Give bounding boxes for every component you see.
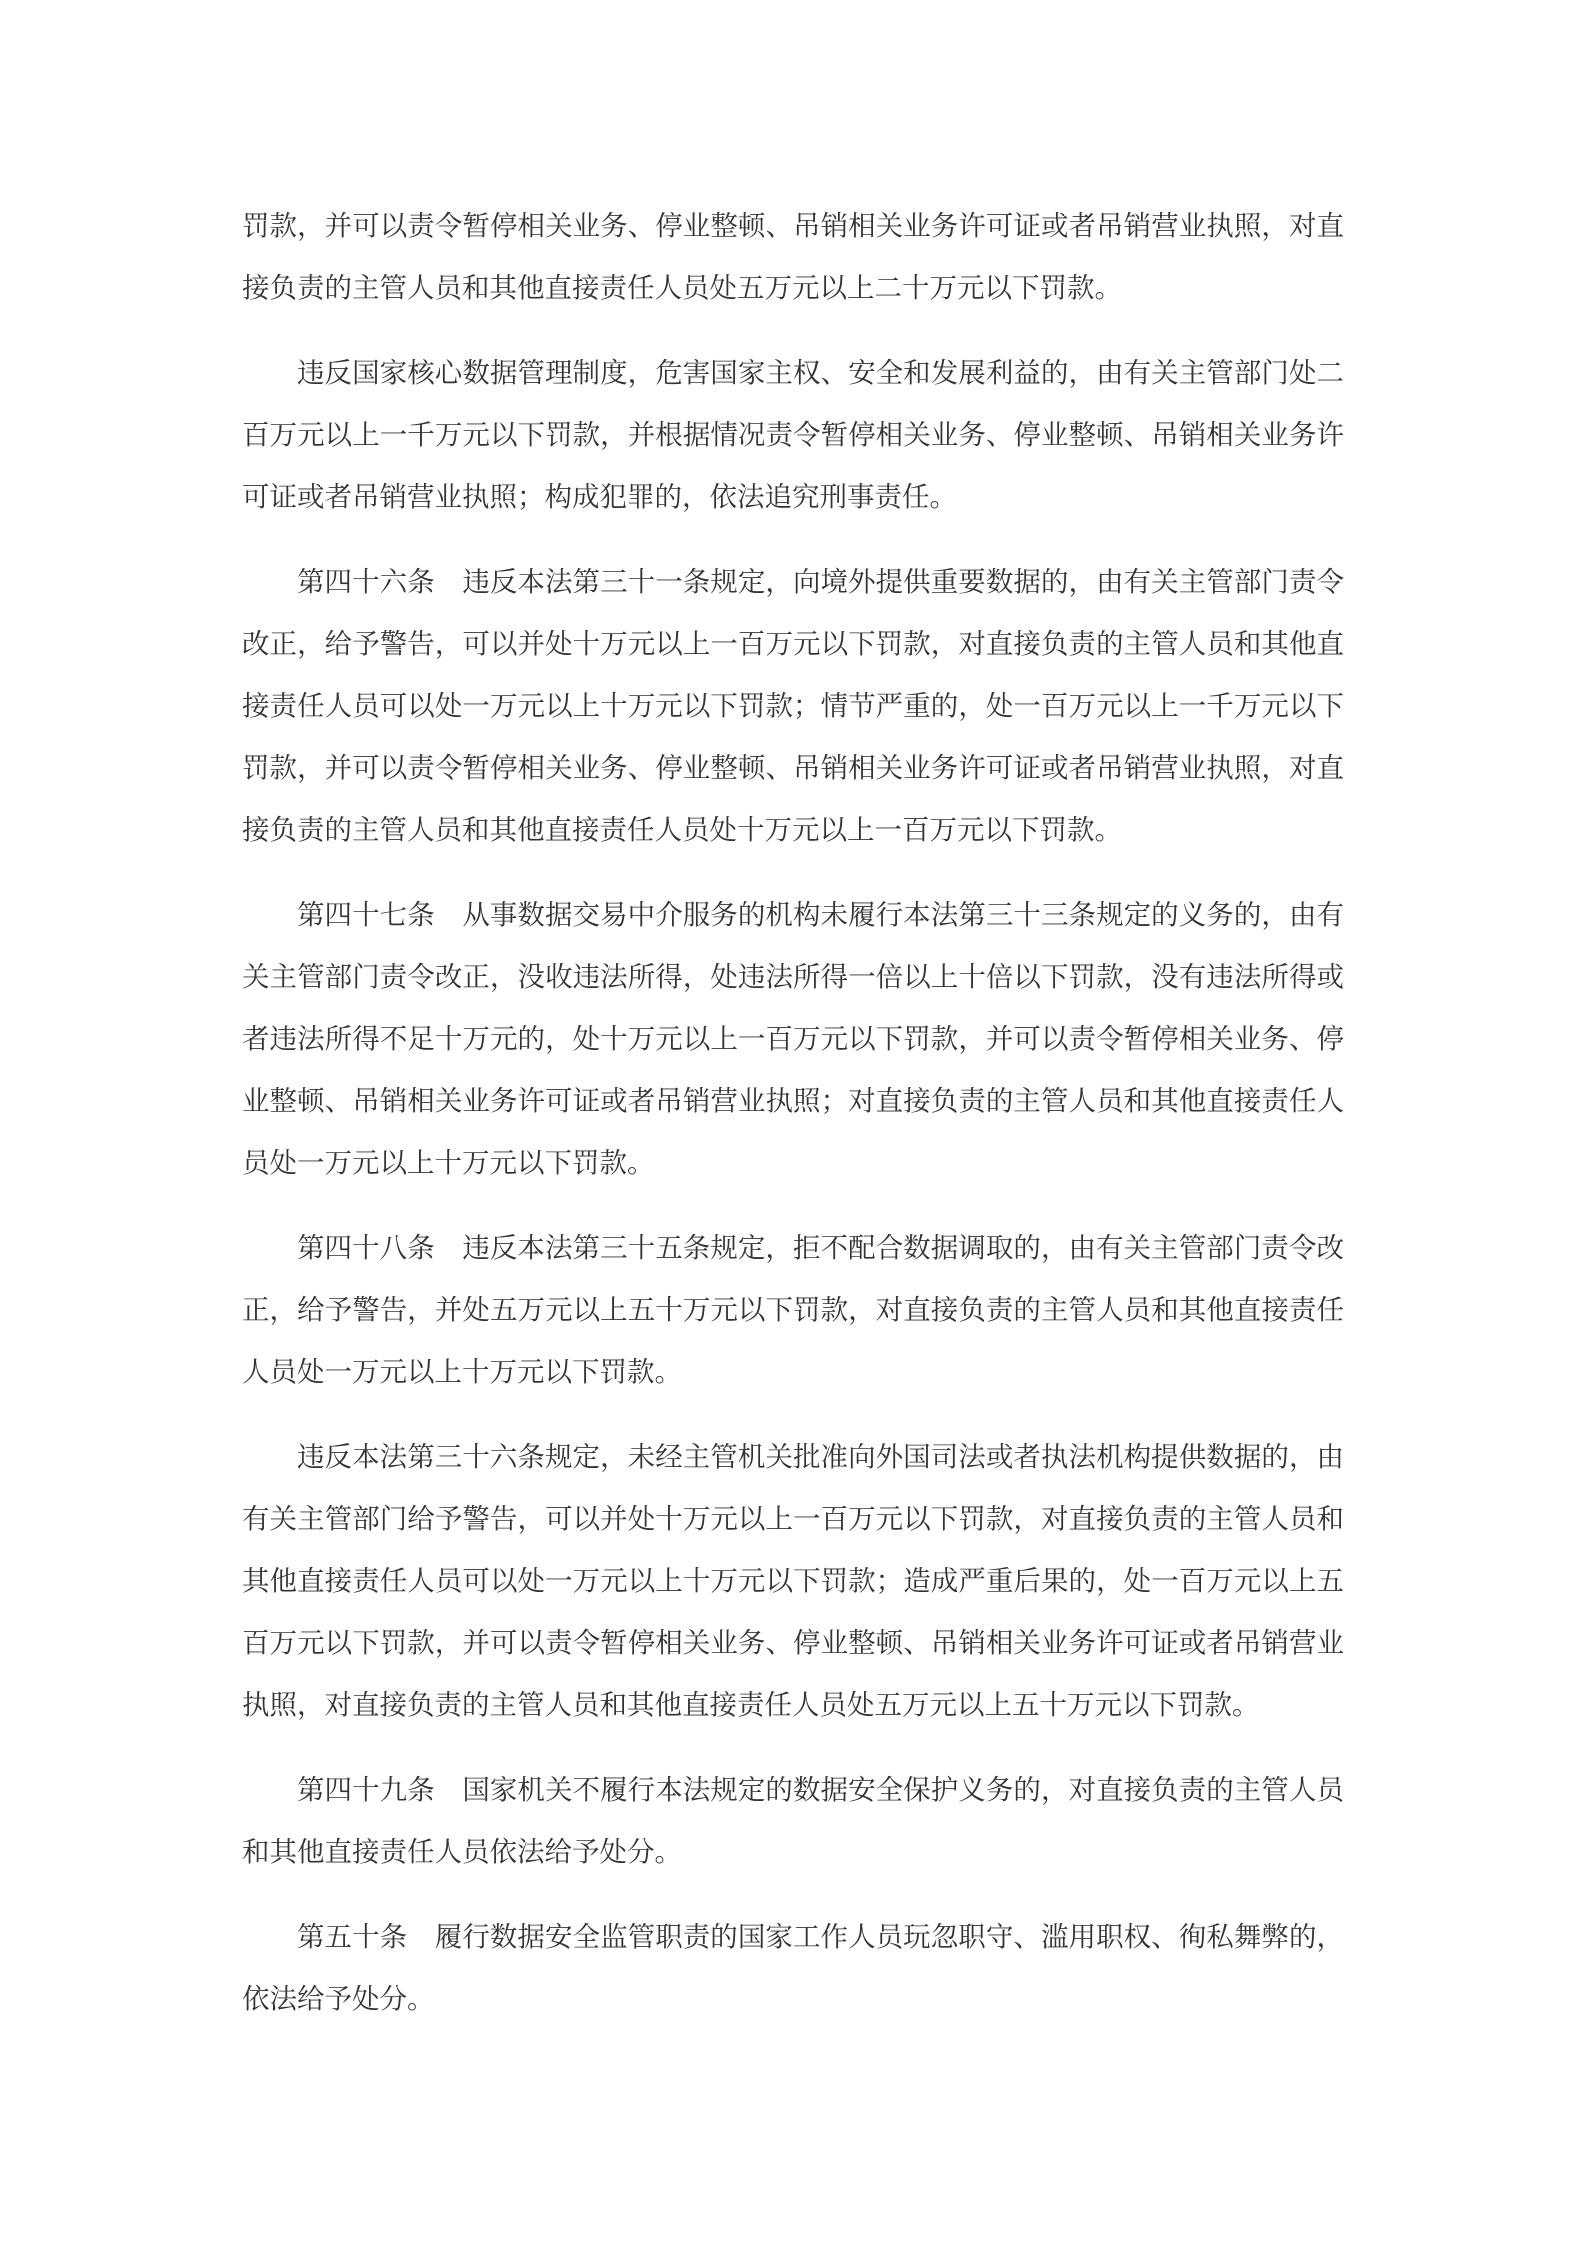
paragraph-article-48: 第四十八条 违反本法第三十五条规定，拒不配合数据调取的，由有关主管部门责令改正，给予警告，并处五万元以上五十万元以下罚款，对直接负责的主管人员和其他直接责任人员处一万元以上十万元以下罚款。: [242, 1232, 1344, 1387]
paragraph-continuation-penalty: 罚款，并可以责令暂停相关业务、停业整顿、吊销相关业务许可证或者吊销营业执照，对直接负责的主管人员和其他直接责任人员处五万元以上二十万元以下罚款。: [242, 210, 1344, 303]
paragraph-article-47: 第四十七条 从事数据交易中介服务的机构未履行本法第三十三条规定的义务的，由有关主管部门责令改正，没收违法所得，处违法所得一倍以上十倍以下罚款，没有违法所得或者违法所得不足十万元的，处十万元以上一百万元以下罚款，并可以责令暂停相关业务、停业整顿、吊销相关业务许可证或者吊销营业执照；对直接负责的主管人员和其他直接责任人员处一万元以上十万元以下罚款。: [242, 899, 1344, 1178]
paragraph-core-data-violation: 违反国家核心数据管理制度，危害国家主权、安全和发展利益的，由有关主管部门处二百万元以上一千万元以下罚款，并根据情况责令暂停相关业务、停业整顿、吊销相关业务许可证或者吊销营业执照；构成犯罪的，依法追究刑事责任。: [242, 357, 1344, 512]
paragraph-article-36-violation: 违反本法第三十六条规定，未经主管机关批准向外国司法或者执法机构提供数据的，由有关主管部门给予警告，可以并处十万元以上一百万元以下罚款，对直接负责的主管人员和其他直接责任人员可以处一万元以上十万元以下罚款；造成严重后果的，处一百万元以上五百万元以下罚款，并可以责令暂停相关业务、停业整顿、吊销相关业务许可证或者吊销营业执照，对直接负责的主管人员和其他直接责任人员处五万元以上五十万元以下罚款。: [242, 1441, 1344, 1720]
paragraph-article-50: 第五十条 履行数据安全监管职责的国家工作人员玩忽职守、滥用职权、徇私舞弊的，依法给予处分。: [242, 1921, 1344, 2014]
paragraph-article-49: 第四十九条 国家机关不履行本法规定的数据安全保护义务的，对直接负责的主管人员和其他直接责任人员依法给予处分。: [242, 1774, 1344, 1867]
paragraph-article-46: 第四十六条 违反本法第三十一条规定，向境外提供重要数据的，由有关主管部门责令改正，给予警告，可以并处十万元以上一百万元以下罚款，对直接负责的主管人员和其他直接责任人员可以处一万元以上十万元以下罚款；情节严重的，处一百万元以上一千万元以下罚款，并可以责令暂停相关业务、停业整顿、吊销相关业务许可证或者吊销营业执照，对直接负责的主管人员和其他直接责任人员处十万元以上一百万元以下罚款。: [242, 566, 1344, 845]
document-body: [242, 195, 1344, 2030]
